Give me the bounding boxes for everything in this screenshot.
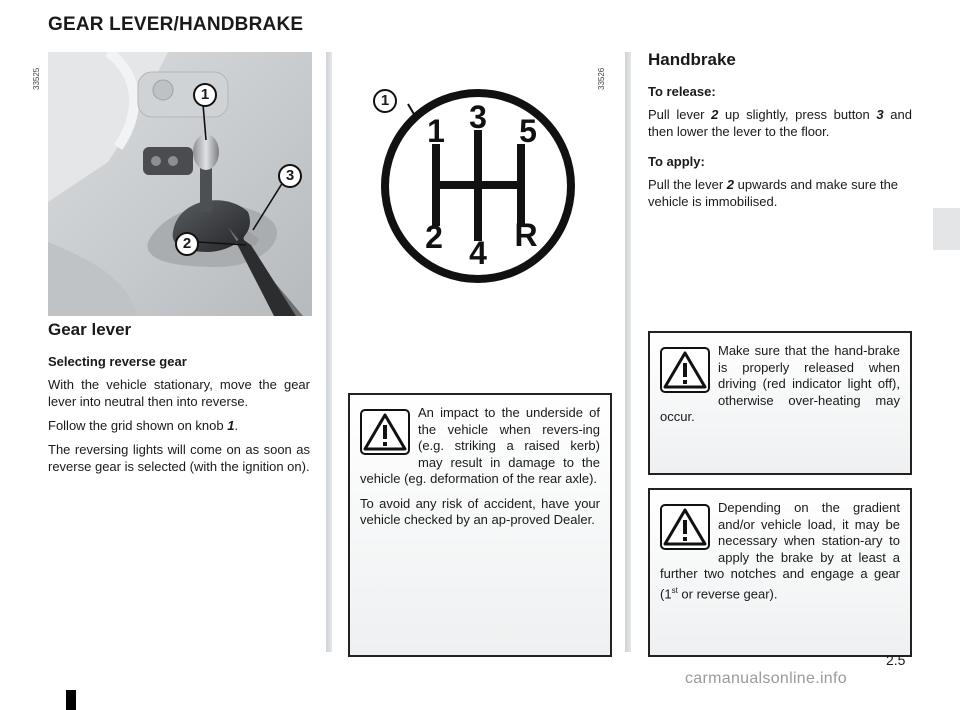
reverse-gear-subheading: Selecting reverse gear	[48, 354, 187, 369]
apply-label: To apply:	[648, 154, 705, 169]
release-instructions	[648, 106, 912, 140]
page-number: 2.5	[886, 652, 906, 668]
reverse-gear-paragraph-1: With the vehicle stationary, move the gear lever into neutral then into reverse.	[48, 377, 310, 409]
gradient-warning-box	[648, 488, 912, 657]
lever-reference-number: 2	[711, 107, 719, 122]
impact-warning-text-2: To avoid any risk of accident, have your vehicle checked by an ap-proved Dealer.	[360, 495, 600, 527]
reverse-gear-paragraph-2	[48, 417, 310, 434]
handbrake-release-warning-box	[648, 331, 912, 475]
photo-callout-1: 1	[193, 83, 217, 107]
reverse-gear-paragraph-3: The reversing lights will come on as soon as reverse gear is selected (with the ignition on).	[48, 442, 310, 474]
release-text-middle: up slightly, press button	[718, 107, 877, 122]
apply-text-start: Pull the lever	[648, 177, 727, 192]
impact-warning-text-1: An impact to the underside of the vehicle when revers-ing (e.g. striking a raised kerb) may result in damage to the vehicle (eg. deformation of the rear axle).	[360, 405, 600, 486]
handbrake-heading: Handbrake	[648, 50, 736, 69]
photo-callout-2: 2	[175, 232, 199, 256]
gear-lever-photo	[48, 52, 312, 316]
diagram-callout-1: 1	[373, 89, 397, 113]
diagram-figure-id: 33526	[597, 67, 606, 90]
gear-label-2: 2	[425, 219, 443, 255]
gear-label-1: 1	[427, 113, 445, 149]
release-text-end: and then lower the lever to the floor.	[648, 107, 912, 139]
gear-pattern-diagram	[378, 86, 578, 286]
page-edge-marker	[66, 690, 76, 710]
impact-warning-box	[348, 393, 612, 657]
button-reference-number: 3	[876, 107, 884, 122]
apply-text-end: upwards and make sure the vehicle is immobilised.	[648, 177, 899, 209]
follow-grid-end: .	[234, 418, 239, 433]
apply-instructions	[648, 176, 912, 210]
gradient-warning-superscript: st	[671, 585, 678, 595]
column-divider-left	[326, 52, 332, 652]
section-tab	[933, 208, 960, 250]
gear-label-4: 4	[469, 235, 487, 271]
gear-label-3: 3	[469, 99, 487, 135]
gear-label-r: R	[514, 217, 538, 253]
gradient-warning-text-start: Depending on the gradient and/or vehicle load, it may be necessary when station-ary to apply the brake by at least a further two notches and engage a gear (1	[660, 500, 900, 601]
release-text-start: Pull lever	[648, 107, 712, 122]
gradient-warning-text-end: or reverse gear).	[677, 585, 778, 601]
warning-icon	[360, 409, 410, 455]
gear-lever-heading: Gear lever	[48, 320, 132, 339]
warning-icon	[660, 504, 710, 550]
gear-lever-photo-illustration	[48, 52, 312, 316]
handbrake-release-warning-text: Make sure that the hand-brake is properly released when driving (red indicator light off), otherwise over-heating may occur.	[660, 343, 900, 424]
knob-reference-number: 1	[227, 418, 235, 433]
page-title: GEAR LEVER/HANDBRAKE	[48, 14, 304, 35]
handbrake-section	[648, 50, 912, 210]
apply-lever-reference-number: 2	[726, 177, 734, 192]
follow-grid-text: Follow the grid shown on knob	[48, 418, 228, 433]
gear-label-5: 5	[519, 113, 537, 149]
column-divider-right	[625, 52, 631, 652]
gear-lever-section	[48, 320, 310, 475]
warning-icon	[660, 347, 710, 393]
photo-callout-3: 3	[278, 164, 302, 188]
photo-figure-id: 33525	[32, 67, 41, 90]
watermark: carmanualsonline.info	[685, 670, 847, 687]
release-label: To release:	[648, 84, 716, 99]
